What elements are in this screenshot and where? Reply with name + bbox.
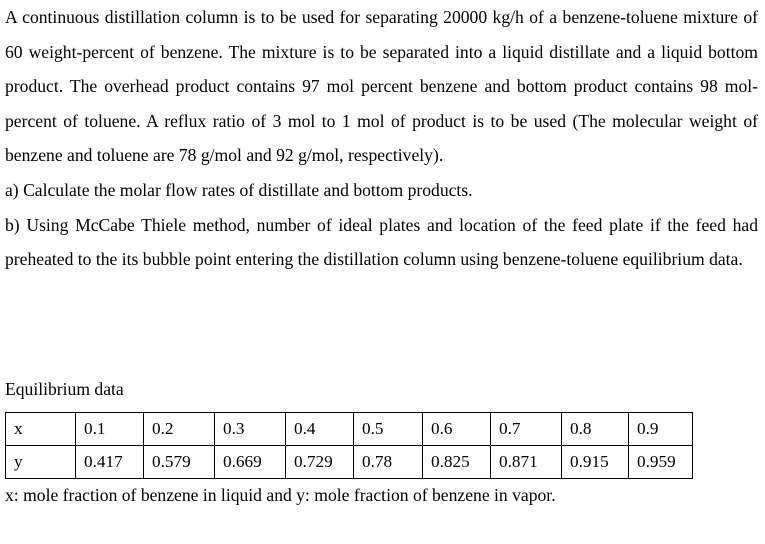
problem-statement xyxy=(5,0,758,277)
row-header-x: x xyxy=(6,413,76,446)
row-header-y: y xyxy=(6,446,76,479)
table-cell: 0.915 xyxy=(562,446,629,479)
table-cell: 0.417 xyxy=(76,446,144,479)
table-cell: 0.579 xyxy=(144,446,215,479)
table-cell: 0.825 xyxy=(423,446,491,479)
table-cell: 0.669 xyxy=(215,446,286,479)
table-cell: 0.2 xyxy=(144,413,215,446)
table-cell: 0.8 xyxy=(562,413,629,446)
table-row-y xyxy=(6,446,693,479)
table-cell: 0.78 xyxy=(354,446,423,479)
table-cell: 0.5 xyxy=(354,413,423,446)
table-cell: 0.729 xyxy=(286,446,354,479)
equilibrium-table xyxy=(5,412,693,479)
problem-part-a: a) Calculate the molar flow rates of distillate and bottom products. xyxy=(5,179,473,200)
table-cell: 0.959 xyxy=(629,446,693,479)
table-cell: 0.9 xyxy=(629,413,693,446)
table-cell: 0.3 xyxy=(215,413,286,446)
table-row-x xyxy=(6,413,693,446)
table-cell: 0.4 xyxy=(286,413,354,446)
problem-intro: A continuous distillation column is to be used for separating 20000 kg/h of a benzene-toluene mixture of 60 weight-percent of benzene. The mixture is to be separated into a liquid distillate and a liquid bottom product. The overhead product contains 97 mol percent benzene and bottom product contains 98 mol-percent of toluene. A reflux ratio of 3 mol to 1 mol of product is to be used (The molecular weight of benzene and toluene are 78 g/mol and 92 g/mol, respectively). xyxy=(5,7,758,166)
table-cell: 0.871 xyxy=(491,446,562,479)
problem-part-b: b) Using McCabe Thiele method, number of ideal plates and location of the feed plate if the feed had preheated to the its bubble point entering the distillation column using benzene-toluene equilibrium data. xyxy=(5,214,758,270)
equilibrium-footnote: x: mole fraction of benzene in liquid and y: mole fraction of benzene in vapor. xyxy=(5,485,556,505)
table-cell: 0.1 xyxy=(76,413,144,446)
table-cell: 0.7 xyxy=(491,413,562,446)
equilibrium-title: Equilibrium data xyxy=(5,379,124,399)
table-cell: 0.6 xyxy=(423,413,491,446)
